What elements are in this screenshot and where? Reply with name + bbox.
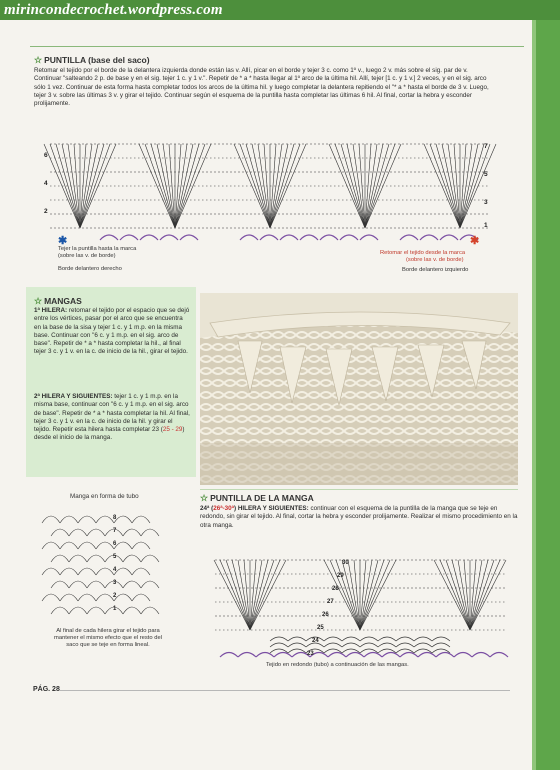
mangas-title: [34, 296, 82, 307]
row-number-7: 7: [484, 143, 488, 150]
heading-red: 26ª-30ª: [213, 505, 234, 512]
puntilla-title-text: PUNTILLA (base del saco): [44, 55, 150, 65]
label-left-2: (sobre las v. de borde): [58, 253, 116, 259]
manga-diagram-note: Al final de cada hilera girar el tejido para mantener el mismo efecto que el resto del saco que se teje en forma lineal.: [54, 628, 162, 648]
lace-photo: [200, 293, 518, 485]
heading-a: 24ª (: [200, 505, 214, 512]
puntilla-manga-row-number: 23: [307, 651, 314, 657]
manga-row-number: 3: [113, 580, 117, 586]
mangas-title-text: MANGAS: [44, 296, 82, 306]
row-number-1: 1: [484, 222, 488, 229]
star-icon: ☆: [200, 493, 209, 503]
site-header-bar: [0, 0, 560, 20]
manga-row-number: 8: [113, 515, 117, 521]
star-icon: ☆: [34, 296, 43, 306]
row-number-3: 3: [484, 199, 488, 206]
puntilla-manga-row-number: 26: [322, 612, 329, 618]
puntilla-manga-diagram: [210, 545, 510, 660]
photo-divider: [200, 489, 518, 490]
label-right-3: Borde delantero izquierdo: [402, 267, 469, 273]
page-edge-green: [536, 20, 560, 770]
row-number-6: 6: [44, 152, 48, 159]
label-left-1: Tejer la puntilla hasta la marca: [58, 246, 137, 252]
manga-row-number: 6: [113, 541, 117, 547]
puntilla-manga-title: [200, 493, 314, 504]
second-row-text-a: tejer 1 c. y 1 m.p. en la misma base, continuar con "6 c. y 1 m.p. en el sig. arco de base". Repetir de * a * hasta completar la hil. Al final, tejer 3 c. y 1 v. en la c. de inicio de la hil. y girar el tejido. Repetir esta hilera hasta completar 23 (: [34, 393, 190, 434]
puntilla-diagram: [40, 128, 500, 246]
manga-row-number: 1: [113, 606, 117, 612]
puntilla-manga-text: continuar con el esquema de la puntilla de la manga que se teje en redondo, sin girar el tejido. Al final, cortar la hebra y esconder prolijamente. Realizar el mismo procedimiento en la otra manga.: [200, 505, 518, 529]
second-row-text-b: ) desde el inicio de la manga.: [34, 426, 185, 442]
label-left-3: Borde delantero derecho: [58, 266, 122, 272]
puntilla-manga-row-number: 29: [337, 573, 344, 579]
star-icon: ☆: [34, 55, 43, 65]
row-number-5: 5: [484, 171, 488, 178]
puntilla-manga-row-number: 30: [342, 560, 349, 566]
manga-row-number: 5: [113, 554, 117, 560]
row-number-2: 2: [44, 208, 48, 215]
page-number: PÁG. 28: [33, 686, 60, 693]
heading-b: ) HILERA Y SIGUIENTES:: [233, 505, 309, 512]
label-right-2: (sobre las v. de borde): [406, 257, 464, 263]
second-row-red: 25 - 29: [162, 426, 183, 434]
puntilla-manga-title-text: PUNTILLA DE LA MANGA: [210, 493, 314, 503]
puntilla-manga-row-number: 24: [312, 638, 319, 644]
puntilla-manga-caption: Tejido en redondo (tubo) a continuación de las mangas.: [266, 662, 409, 668]
manga-row-number: 2: [113, 593, 117, 599]
puntilla-title: [34, 55, 150, 66]
puntilla-manga-row-number: 27: [327, 599, 334, 605]
first-row-heading: 1ª HILERA:: [34, 307, 68, 314]
mark-left-icon: ✱: [58, 235, 68, 247]
puntilla-instructions: Retomar el tejido por el borde de la delantera izquierda donde están las v. Allí, picar en el borde y tejer 3 c. como 1º v., luego 2 v. más sobre el sig. par de v. Continuar "salteando 2 p. de base y en el sig. tejer 1 c. y 1 v.". Repetir de * a * hasta llegar al 1º arco de la última hil. Allí, tejer [1 c. y 1 v.] 2 veces, y en el sig. arco sólo 1 vez. Continuar de esta forma hasta completar todos los arcos de la última hil. y luego completar la delantera repitiendo el "* a * hasta el borde de 3 v. Luego, tejer 3 v. sobre las últimas 3 v. y girar el tejido. Continuar según el esquema de la puntilla hasta completar las últimas 6 hil. Al final, cortar la hebra y esconder prolijamente.: [34, 67, 489, 108]
puntilla-manga-row-number: 25: [317, 625, 324, 631]
puntilla-manga-row-number: 28: [332, 586, 339, 592]
manga-row-number: 4: [113, 567, 117, 573]
first-row-text: retomar el tejido por el espacio que se dejó entre los vértices, pasar por el arco que se encuentra en la base de la sisa y tejer 1 c. y 1 m.p. en la misma base. Continuar con "6 c. y 1 m.p. en el sig. arco de base". Repetir de * a * hasta completar la hil., al final tejer 3 c. y 1 v. en la c. de inicio de la hil., girar el tejido.: [34, 307, 190, 356]
mangas-first-row: [34, 307, 190, 357]
manga-diagram-title: Manga en forma de tubo: [70, 493, 139, 500]
mangas-second-row: [34, 393, 190, 443]
row-number-4: 4: [44, 180, 48, 187]
label-right-1: Retomar el tejido desde la marca: [380, 250, 466, 256]
site-url[interactable]: mirincondecrochet.wordpress.com: [4, 2, 223, 18]
mark-right-icon: ✱: [470, 235, 480, 247]
second-row-heading: 2ª HILERA Y SIGUIENTES:: [34, 393, 113, 400]
manga-row-number: 7: [113, 528, 117, 534]
manga-diagram: [36, 503, 176, 623]
footer-line: [60, 690, 510, 691]
puntilla-manga-instructions: [200, 505, 518, 530]
